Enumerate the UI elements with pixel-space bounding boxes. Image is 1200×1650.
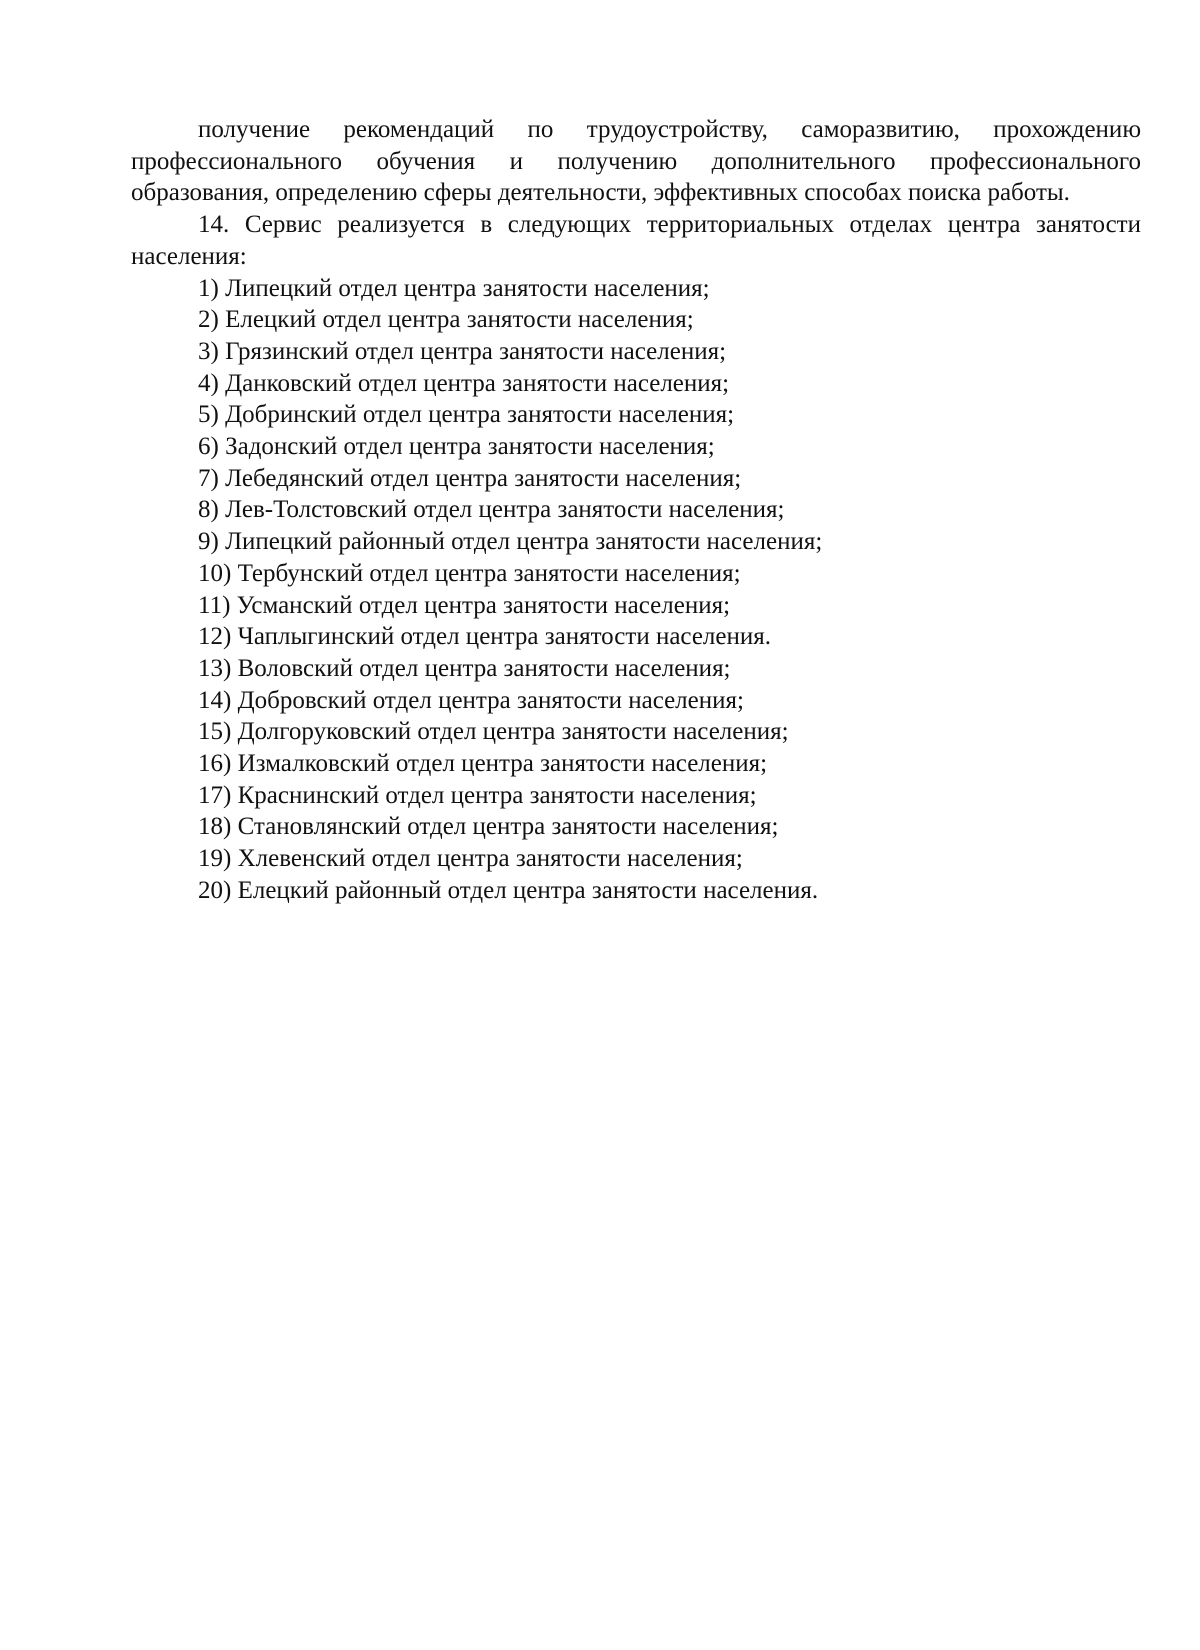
list-item: 19) Хлевенский отдел центра занятости населения; bbox=[198, 845, 743, 873]
list-item: 2) Елецкий отдел центра занятости населения; bbox=[198, 306, 694, 334]
list-item: 18) Становлянский отдел центра занятости населения; bbox=[198, 813, 779, 841]
list-item: 7) Лебедянский отдел центра занятости населения; bbox=[198, 464, 742, 492]
list-item: 15) Долгоруковский отдел центра занятости населения; bbox=[198, 718, 789, 746]
list-item: 9) Липецкий районный отдел центра занятости населения; bbox=[198, 528, 823, 556]
list-item: 14) Добровский отдел центра занятости населения; bbox=[198, 686, 744, 714]
list-item: 3) Грязинский отдел центра занятости населения; bbox=[198, 337, 727, 365]
list-item: 17) Краснинский отдел центра занятости населения; bbox=[198, 781, 757, 809]
list-item: 10) Тербунский отдел центра занятости населения; bbox=[198, 559, 741, 587]
departments-list bbox=[131, 273, 1141, 907]
continuation-paragraph: получение рекомендаций по трудоустройству, саморазвитию, прохождению профессионального обучения и получению дополнительного профессионального образования, определению сферы деятельности, эффективных способах поиска работы. bbox=[131, 116, 1141, 207]
list-item: 4) Данковский отдел центра занятости населения; bbox=[198, 369, 730, 397]
list-item: 1) Липецкий отдел центра занятости населения; bbox=[198, 274, 710, 302]
list-item: 6) Задонский отдел центра занятости населения; bbox=[198, 433, 715, 461]
list-item: 8) Лев-Толстовский отдел центра занятости населения; bbox=[198, 496, 785, 524]
list-item: 13) Воловский отдел центра занятости населения; bbox=[198, 654, 731, 682]
list-item: 12) Чаплыгинский отдел центра занятости населения. bbox=[198, 623, 772, 651]
list-item: 11) Усманский отдел центра занятости населения; bbox=[198, 591, 731, 619]
document-body bbox=[131, 114, 1141, 907]
list-item: 20) Елецкий районный отдел центра занятости населения. bbox=[198, 876, 819, 904]
clause-14-paragraph: 14. Сервис реализуется в следующих территориальных отделах центра занятости населения: bbox=[131, 211, 1141, 270]
list-item: 5) Добринский отдел центра занятости населения; bbox=[198, 401, 735, 429]
list-item: 16) Измалковский отдел центра занятости населения; bbox=[198, 750, 768, 778]
